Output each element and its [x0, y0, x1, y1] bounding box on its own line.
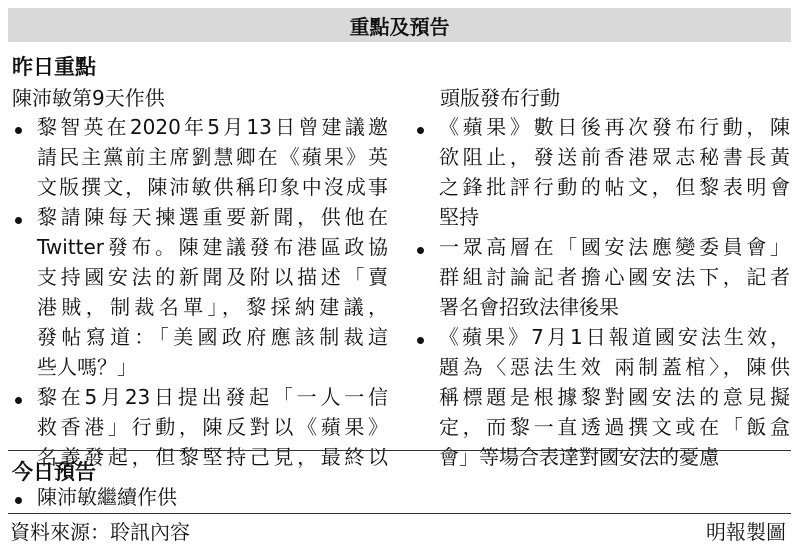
today-list	[8, 482, 388, 512]
bullet-item	[8, 202, 388, 382]
bullet-line: 黎在5月23日提出發起「一人一信	[37, 385, 388, 409]
bullet-line: 會」等場合表達對國安法的憂慮	[439, 445, 719, 469]
bullet-item	[410, 112, 790, 232]
yesterday-heading: 昨日重點	[12, 55, 96, 79]
bullet-dot-icon	[15, 397, 22, 404]
bullet-line: 些人嗎？」	[37, 355, 137, 379]
header-bar	[8, 8, 791, 42]
bullet-line: 名義發起，但黎堅持己見，最終以	[37, 445, 388, 469]
bullet-dot-icon	[15, 497, 22, 504]
bullet-line: 黎請陳每天揀選重要新聞，供他在	[37, 205, 388, 229]
bullet-dot-icon	[417, 127, 424, 134]
credit-note: 明報製圖	[706, 520, 786, 544]
bullet-item	[8, 112, 388, 202]
bullet-line: 題為〈惡法生效 兩制蓋棺〉，陳供	[439, 355, 790, 379]
section-divider	[8, 450, 791, 451]
right-column	[410, 112, 790, 472]
bullet-dot-icon	[15, 127, 22, 134]
bullet-item	[8, 482, 388, 512]
bullet-line: 陳沛敏繼續作供	[37, 485, 177, 509]
right-continuation: 頭版發布行動	[440, 86, 560, 110]
bullet-line: 群組討論記者擔心國安法下，記者	[439, 265, 790, 289]
bullet-line: 《蘋果》數日後再次發布行動，陳	[439, 115, 790, 139]
bullet-line: 署名會招致法律後果	[439, 295, 619, 319]
bullet-dot-icon	[15, 217, 22, 224]
bullet-line: 文版撰文，陳沛敏供稱印象中沒成事	[37, 175, 388, 199]
bullet-line: 港賊，制裁名單」，黎採納建議，	[37, 295, 388, 319]
bullet-dot-icon	[417, 247, 424, 254]
bullet-line: 一眾高層在「國安法應變委員會」	[439, 235, 790, 259]
header-title: 重點及預告	[349, 14, 450, 39]
bullet-line: Twitter發布。陳建議發布港區政協	[37, 235, 388, 259]
bullet-item	[410, 232, 790, 322]
bullet-line: 之鋒批評行動的帖文，但黎表明會	[439, 175, 790, 199]
today-heading: 今日預告	[12, 460, 96, 484]
bullet-line: 請民主黨前主席劉慧卿在《蘋果》英	[37, 145, 388, 169]
bullet-line: 支持國安法的新聞及附以描述「賣	[37, 265, 388, 289]
bullet-line: 稱標題是根據黎對國安法的意見擬	[439, 385, 790, 409]
bullet-line: 黎智英在2020年5月13日曾建議邀	[37, 115, 388, 139]
bullet-line: 定，而黎一直透過撰文或在「飯盒	[439, 415, 790, 439]
source-note: 資料來源：聆訊內容	[10, 520, 190, 544]
left-column	[8, 112, 388, 472]
bullet-line: 發帖寫道：「美國政府應該制裁這	[37, 325, 388, 349]
bullet-line: 救香港」行動，陳反對以《蘋果》	[37, 415, 388, 439]
bullet-line: 欲阻止，發送前香港眾志秘書長黃	[439, 145, 790, 169]
bullet-dot-icon	[417, 337, 424, 344]
bullet-line: 《蘋果》7月1日報道國安法生效，	[439, 325, 790, 349]
bullet-line: 堅持	[439, 205, 479, 229]
footer-divider	[8, 513, 791, 514]
yesterday-subheading: 陳沛敏第9天作供	[12, 86, 165, 110]
